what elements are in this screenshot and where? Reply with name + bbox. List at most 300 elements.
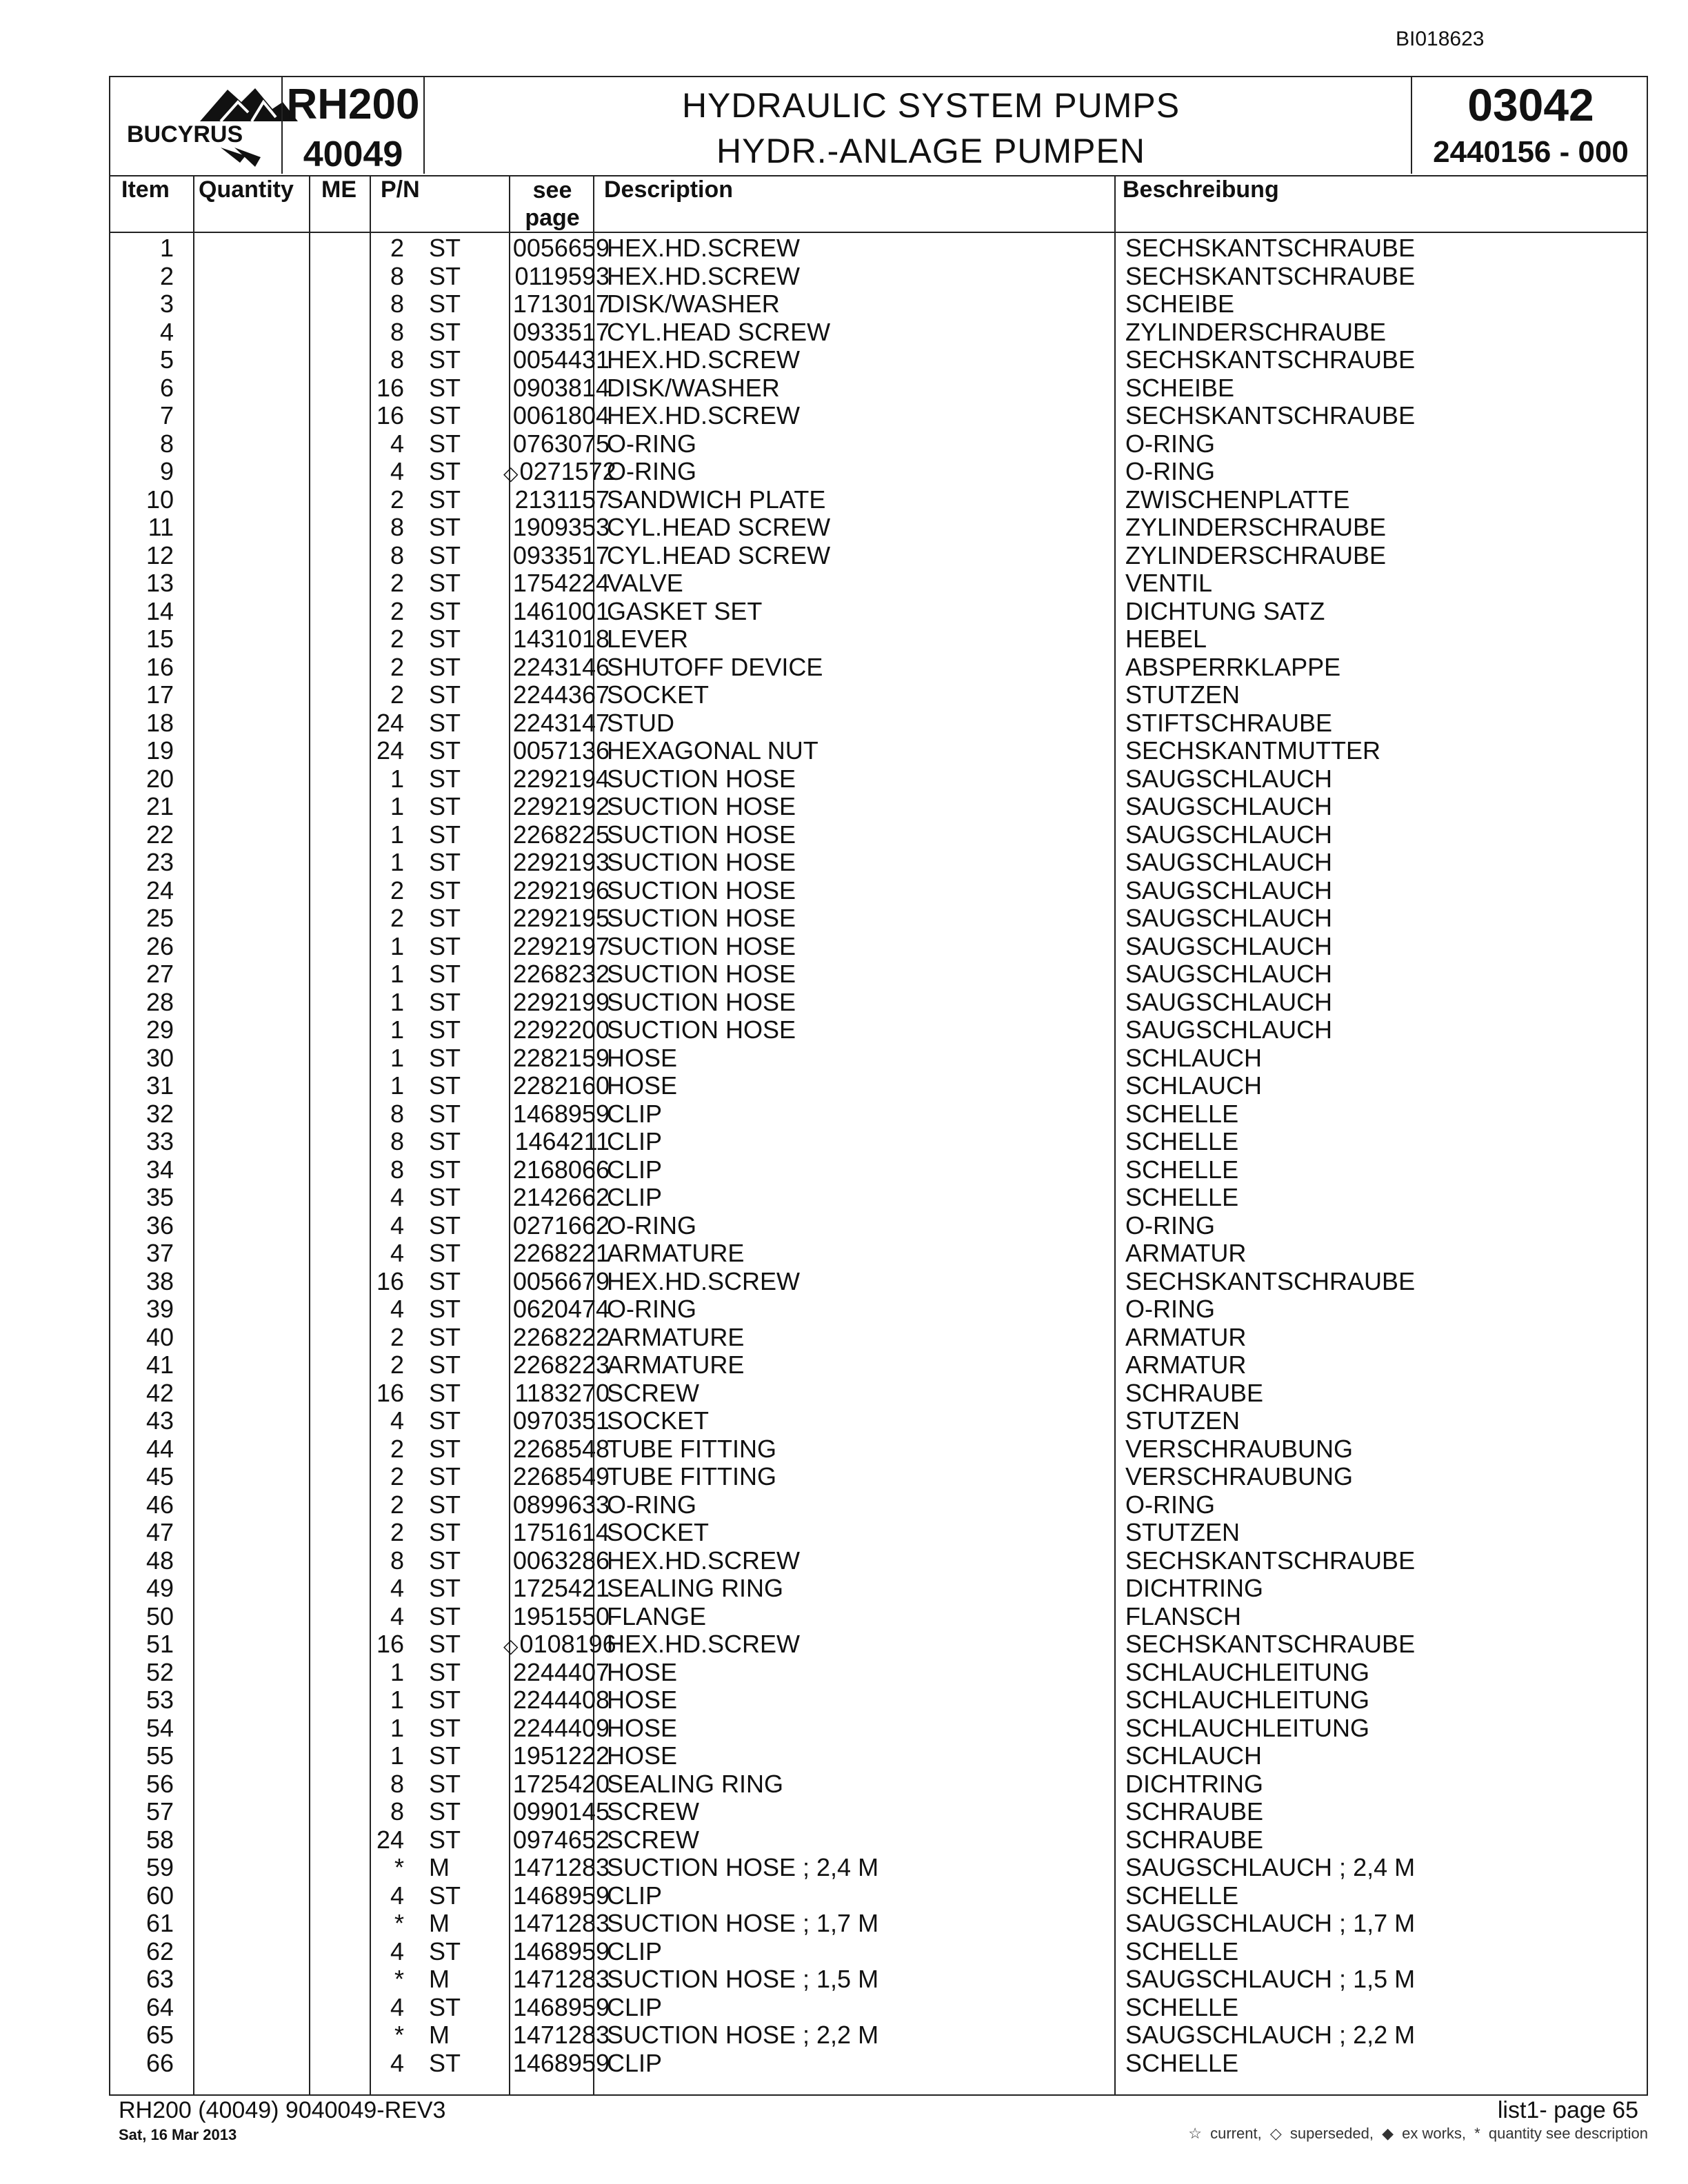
item-number: 4: [159, 317, 174, 346]
table-row: [110, 1686, 1647, 1715]
description-cell: CYL.HEAD SCREW: [607, 540, 831, 569]
beschreibung-cell: SCHLAUCHLEITUNG: [1125, 1657, 1370, 1686]
item-number: 36: [145, 1211, 174, 1240]
item-number: 54: [145, 1713, 174, 1742]
description-cell: HOSE: [607, 1686, 678, 1714]
description-cell: SCREW: [607, 1825, 699, 1854]
item-number: 66: [145, 2048, 174, 2077]
description-cell: O-RING: [607, 1211, 696, 1240]
diamond-outline-icon: ◇: [1269, 2125, 1282, 2142]
title-english: HYDRAULIC SYSTEM PUMPS: [681, 86, 1180, 125]
table-row: [110, 709, 1647, 738]
table-row: [110, 989, 1647, 1017]
item-number: 38: [145, 1266, 174, 1295]
description-cell: SOCKET: [607, 680, 710, 709]
legend-current: current,: [1210, 2125, 1262, 2142]
quantity-cell: 1: [390, 764, 404, 793]
beschreibung-cell: O-RING: [1125, 1295, 1215, 1323]
part-number-cell: 1461001: [512, 596, 610, 625]
table-row: [110, 1938, 1647, 1966]
description-cell: ARMATURE: [607, 1351, 745, 1379]
item-number: 59: [145, 1853, 174, 1881]
item-number: 15: [145, 625, 174, 653]
item-number: 50: [145, 1601, 174, 1630]
description-cell: CLIP: [607, 1099, 663, 1128]
beschreibung-cell: SCHELLE: [1125, 1155, 1239, 1184]
quantity-cell: 2: [390, 904, 404, 932]
table-row: [110, 318, 1647, 347]
description-cell: SUCTION HOSE: [607, 960, 796, 988]
item-number: 7: [159, 401, 174, 429]
table-row: [110, 234, 1647, 263]
beschreibung-cell: SECHSKANTSCHRAUBE: [1125, 1546, 1416, 1575]
part-number-cell: 0974652: [512, 1825, 610, 1854]
table-row: [110, 1882, 1647, 1910]
description-cell: DISK/WASHER: [607, 373, 780, 402]
table-row: [110, 1826, 1647, 1854]
item-number: 22: [145, 820, 174, 849]
table-row: [110, 2021, 1647, 2050]
beschreibung-cell: SCHELLE: [1125, 1881, 1239, 1910]
quantity-cell: 1: [390, 1015, 404, 1044]
quantity-cell: 2: [390, 1518, 404, 1546]
unit-cell: ST: [429, 736, 461, 765]
item-number: 30: [145, 1043, 174, 1072]
unit-cell: ST: [429, 1630, 461, 1658]
description-cell: SUCTION HOSE: [607, 848, 796, 876]
model-number: 40049: [303, 134, 403, 174]
part-number-cell: 2292193: [512, 848, 610, 876]
table-row: [110, 1407, 1647, 1435]
beschreibung-cell: SECHSKANTSCHRAUBE: [1125, 1266, 1416, 1295]
unit-cell: ST: [429, 876, 461, 904]
part-number-cell: 0899633: [512, 1490, 610, 1519]
part-number-cell: 2282159: [512, 1043, 610, 1072]
unit-cell: ST: [429, 2048, 461, 2077]
legend-superseded: superseded,: [1289, 2125, 1374, 2142]
table-row: [110, 1016, 1647, 1044]
unit-cell: ST: [429, 1295, 461, 1323]
parts-table-body: [110, 234, 1647, 2077]
unit-cell: ST: [429, 652, 461, 681]
beschreibung-cell: ZWISCHENPLATTE: [1125, 485, 1350, 514]
beschreibung-cell: ARMATUR: [1125, 1351, 1247, 1379]
description-cell: O-RING: [607, 429, 696, 458]
unit-cell: ST: [429, 401, 461, 429]
description-cell: HOSE: [607, 1713, 678, 1742]
table-row: [110, 1965, 1647, 1994]
beschreibung-cell: SCHLAUCHLEITUNG: [1125, 1713, 1370, 1742]
beschreibung-cell: SAUGSCHLAUCH ; 2,4 M: [1125, 1853, 1416, 1881]
part-number-cell: 2292199: [512, 987, 610, 1016]
description-cell: SCREW: [607, 1378, 699, 1407]
unit-cell: ST: [429, 708, 461, 737]
beschreibung-cell: SECHSKANTSCHRAUBE: [1125, 345, 1416, 374]
description-cell: GASKET SET: [607, 596, 763, 625]
description-cell: TUBE FITTING: [607, 1462, 776, 1490]
description-cell: SUCTION HOSE: [607, 904, 796, 932]
unit-cell: ST: [429, 1992, 461, 2021]
quantity-cell: 1: [390, 987, 404, 1016]
item-number: 8: [159, 429, 174, 458]
table-row: [110, 1659, 1647, 1687]
unit-cell: M: [429, 2021, 450, 2049]
part-number-cell: 1471283: [512, 1965, 610, 1993]
beschreibung-cell: SAUGSCHLAUCH: [1125, 904, 1333, 932]
unit-cell: ST: [429, 820, 461, 849]
table-row: [110, 654, 1647, 682]
unit-cell: ST: [429, 373, 461, 402]
description-cell: SEALING RING: [607, 1574, 784, 1602]
table-row: [110, 290, 1647, 318]
column-header-beschreibung: Beschreibung: [1123, 176, 1279, 203]
table-row: [110, 1128, 1647, 1156]
description-cell: SUCTION HOSE ; 1,5 M: [607, 1965, 879, 1993]
part-number-cell: 2292197: [512, 931, 610, 960]
description-cell: O-RING: [607, 1295, 696, 1323]
table-row: [110, 737, 1647, 765]
description-cell: HEXAGONAL NUT: [607, 736, 818, 765]
column-header-quantity: Quantity: [199, 176, 294, 203]
beschreibung-cell: SCHELLE: [1125, 1937, 1239, 1965]
part-number-cell: 0903814: [512, 373, 610, 402]
description-cell: HOSE: [607, 1071, 678, 1100]
table-row: [110, 765, 1647, 793]
quantity-cell: 2: [390, 569, 404, 597]
quantity-cell: 2: [390, 234, 404, 262]
unit-cell: ST: [429, 234, 461, 262]
legend-quantity: quantity see description: [1488, 2125, 1648, 2142]
part-number-cell: 2268223: [512, 1351, 610, 1379]
table-row: [110, 569, 1647, 598]
description-cell: CLIP: [607, 2048, 663, 2077]
part-number-cell: 1464211: [514, 1127, 610, 1155]
unit-cell: ST: [429, 904, 461, 932]
table-row: [110, 1715, 1647, 1743]
quantity-cell: 4: [390, 1295, 404, 1323]
superseded-marker-icon: ◇: [503, 1635, 519, 1657]
quantity-cell: 2: [390, 680, 404, 709]
part-number-cell: [503, 457, 616, 488]
description-cell: HEX.HD.SCREW: [607, 1266, 801, 1295]
unit-cell: ST: [429, 1351, 461, 1379]
quantity-cell: 2: [390, 876, 404, 904]
beschreibung-cell: SCHELLE: [1125, 1992, 1239, 2021]
beschreibung-cell: SCHLAUCH: [1125, 1071, 1263, 1100]
unit-cell: ST: [429, 1937, 461, 1965]
header-rule: [110, 232, 1647, 233]
description-cell: SEALING RING: [607, 1769, 784, 1798]
description-cell: CYL.HEAD SCREW: [607, 513, 831, 541]
beschreibung-cell: SAUGSCHLAUCH: [1125, 820, 1333, 849]
description-cell: STUD: [607, 708, 674, 737]
table-row: [110, 374, 1647, 403]
item-number: 41: [145, 1351, 174, 1379]
quantity-cell: 4: [390, 1211, 404, 1240]
description-cell: SUCTION HOSE ; 2,2 M: [607, 2021, 879, 2049]
table-row: [110, 821, 1647, 849]
table-row: [110, 681, 1647, 709]
description-cell: VALVE: [607, 569, 683, 597]
part-number-cell: 2268221: [512, 1239, 610, 1267]
svg-text:BUCYRUS: BUCYRUS: [127, 121, 243, 148]
item-number: 6: [159, 373, 174, 402]
part-number-cell: [503, 1630, 616, 1661]
title-german: HYDR.-ANLAGE PUMPEN: [716, 132, 1145, 170]
quantity-cell: 1: [390, 1686, 404, 1714]
column-header-item: Item: [121, 176, 170, 203]
beschreibung-cell: ARMATUR: [1125, 1322, 1247, 1351]
unit-cell: ST: [429, 1601, 461, 1630]
description-cell: FLANGE: [607, 1601, 707, 1630]
table-row: [110, 1072, 1647, 1100]
unit-cell: ST: [429, 680, 461, 709]
part-number-cell: 1471283: [512, 1853, 610, 1881]
description-cell: HEX.HD.SCREW: [607, 234, 801, 262]
quantity-cell: 1: [390, 1741, 404, 1770]
unit-cell: ST: [429, 569, 461, 597]
column-header-me: ME: [321, 176, 356, 203]
unit-cell: ST: [429, 1155, 461, 1184]
unit-cell: ST: [429, 1127, 461, 1155]
description-cell: SUCTION HOSE: [607, 1015, 796, 1044]
item-number: 21: [145, 792, 174, 820]
quantity-cell: 1: [390, 1071, 404, 1100]
unit-cell: ST: [429, 1769, 461, 1798]
table-row: [110, 1547, 1647, 1575]
part-number-cell: 1751614: [512, 1518, 610, 1546]
beschreibung-cell: O-RING: [1125, 1490, 1215, 1519]
beschreibung-cell: SCHLAUCH: [1125, 1043, 1263, 1072]
table-row: [110, 1379, 1647, 1408]
description-cell: CLIP: [607, 1183, 663, 1211]
item-number: 48: [145, 1546, 174, 1575]
item-number: 56: [145, 1769, 174, 1798]
beschreibung-cell: SCHEIBE: [1125, 290, 1235, 318]
quantity-cell: 8: [390, 345, 404, 374]
description-cell: HEX.HD.SCREW: [607, 261, 801, 290]
part-number-cell: 2268548: [512, 1434, 610, 1463]
divider: [281, 77, 283, 174]
description-cell: SANDWICH PLATE: [607, 485, 826, 514]
quantity-cell: 16: [376, 1378, 404, 1407]
beschreibung-cell: ARMATUR: [1125, 1239, 1247, 1267]
unit-cell: ST: [429, 1211, 461, 1240]
beschreibung-cell: SAUGSCHLAUCH ; 1,7 M: [1125, 1909, 1416, 1937]
item-number: 32: [145, 1099, 174, 1128]
table-row: [110, 598, 1647, 626]
quantity-cell: 16: [376, 373, 404, 402]
quantity-cell: 1: [390, 792, 404, 820]
unit-cell: ST: [429, 1043, 461, 1072]
table-row: [110, 904, 1647, 933]
table-row: [110, 1519, 1647, 1547]
part-number-cell: 1183270: [514, 1378, 610, 1407]
quantity-cell: 24: [376, 736, 404, 765]
beschreibung-cell: VERSCHRAUBUNG: [1125, 1462, 1354, 1490]
part-number-cell: 1468959: [512, 2048, 610, 2077]
quantity-cell: 24: [376, 1825, 404, 1854]
table-row: [110, 486, 1647, 514]
item-number: 52: [145, 1657, 174, 1686]
part-number-cell: 1725421: [512, 1574, 610, 1602]
unit-cell: ST: [429, 987, 461, 1016]
item-number: 23: [145, 848, 174, 876]
table-row: [110, 1463, 1647, 1491]
quantity-cell: 8: [390, 513, 404, 541]
description-cell: HEX.HD.SCREW: [607, 401, 801, 429]
part-number-cell: 0990145: [512, 1797, 610, 1826]
model-name: RH200: [286, 81, 420, 128]
part-number-cell: 2292194: [512, 764, 610, 793]
unit-cell: ST: [429, 345, 461, 374]
item-number: 25: [145, 904, 174, 932]
document-number: 03042: [1467, 79, 1594, 130]
description-cell: O-RING: [607, 457, 696, 485]
part-number-text: 0271572: [519, 457, 616, 485]
table-row: [110, 1184, 1647, 1212]
item-number: 3: [159, 290, 174, 318]
part-number-cell: 0763075: [512, 429, 610, 458]
quantity-cell: 2: [390, 625, 404, 653]
item-number: 11: [148, 513, 174, 541]
unit-cell: ST: [429, 485, 461, 514]
part-number-cell: 2168066: [512, 1155, 610, 1184]
beschreibung-cell: SECHSKANTSCHRAUBE: [1125, 234, 1416, 262]
item-number: 5: [159, 345, 174, 374]
table-row: [110, 625, 1647, 654]
item-number: 14: [145, 596, 174, 625]
quantity-cell: 4: [390, 1992, 404, 2021]
beschreibung-cell: SCHELLE: [1125, 2048, 1239, 2077]
beschreibung-cell: VERSCHRAUBUNG: [1125, 1434, 1354, 1463]
part-number-cell: 0056679: [512, 1266, 610, 1295]
part-number-cell: 2268549: [512, 1462, 610, 1490]
quantity-cell: 8: [390, 1769, 404, 1798]
beschreibung-cell: STUTZEN: [1125, 1518, 1240, 1546]
table-row: [110, 542, 1647, 570]
beschreibung-cell: SAUGSCHLAUCH: [1125, 876, 1333, 904]
unit-cell: ST: [429, 1462, 461, 1490]
unit-cell: ST: [429, 290, 461, 318]
part-number-cell: 0119593: [514, 261, 610, 290]
unit-cell: M: [429, 1853, 450, 1881]
column-header-see-page: see page: [525, 177, 580, 231]
unit-cell: ST: [429, 1518, 461, 1546]
item-number: 1: [159, 234, 174, 262]
description-cell: LEVER: [607, 625, 689, 653]
quantity-cell: 1: [390, 848, 404, 876]
part-number-cell: 2292192: [512, 792, 610, 820]
unit-cell: M: [429, 1965, 450, 1993]
beschreibung-cell: O-RING: [1125, 1211, 1215, 1240]
part-number-cell: 2244367: [512, 680, 610, 709]
unit-cell: ST: [429, 1378, 461, 1407]
unit-cell: ST: [429, 1322, 461, 1351]
item-number: 20: [145, 764, 174, 793]
part-number-cell: 0271662: [512, 1211, 610, 1240]
beschreibung-cell: SAUGSCHLAUCH ; 1,5 M: [1125, 1965, 1416, 1993]
legend-ex-works: ex works,: [1402, 2125, 1467, 2142]
item-number: 55: [145, 1741, 174, 1770]
part-number-cell: 2292196: [512, 876, 610, 904]
quantity-cell: 1: [390, 820, 404, 849]
table-row: [110, 1854, 1647, 1882]
quantity-cell: 8: [390, 317, 404, 346]
part-number-cell: 1468959: [512, 1992, 610, 2021]
item-number: 63: [145, 1965, 174, 1993]
part-number-cell: 1471283: [512, 1909, 610, 1937]
description-cell: SOCKET: [607, 1406, 710, 1435]
description-cell: SUCTION HOSE ; 2,4 M: [607, 1853, 879, 1881]
part-number-cell: 0063286: [512, 1546, 610, 1575]
quantity-cell: 2: [390, 1351, 404, 1379]
quantity-cell: *: [394, 1853, 404, 1881]
beschreibung-cell: SCHRAUBE: [1125, 1797, 1264, 1826]
beschreibung-cell: HEBEL: [1125, 625, 1207, 653]
table-row: [110, 430, 1647, 458]
unit-cell: ST: [429, 1071, 461, 1100]
part-number-text: 0108196: [519, 1630, 616, 1658]
table-row: [110, 1575, 1647, 1603]
quantity-cell: 4: [390, 1406, 404, 1435]
column-header-pn: P/N: [381, 176, 420, 203]
beschreibung-cell: SCHLAUCH: [1125, 1741, 1263, 1770]
beschreibung-cell: DICHTUNG SATZ: [1125, 596, 1325, 625]
quantity-cell: 8: [390, 261, 404, 290]
part-number-cell: 2244408: [512, 1686, 610, 1714]
item-number: 19: [145, 736, 174, 765]
description-cell: SUCTION HOSE ; 1,7 M: [607, 1909, 879, 1937]
beschreibung-cell: SAUGSCHLAUCH ; 2,2 M: [1125, 2021, 1416, 2049]
beschreibung-cell: STUTZEN: [1125, 1406, 1240, 1435]
quantity-cell: 4: [390, 1881, 404, 1910]
beschreibung-cell: SCHEIBE: [1125, 373, 1235, 402]
beschreibung-cell: SECHSKANTSCHRAUBE: [1125, 401, 1416, 429]
beschreibung-cell: O-RING: [1125, 429, 1215, 458]
description-cell: SUCTION HOSE: [607, 820, 796, 849]
quantity-cell: 1: [390, 1657, 404, 1686]
description-cell: HEX.HD.SCREW: [607, 345, 801, 374]
superseded-marker-icon: ◇: [503, 463, 519, 484]
quantity-cell: 2: [390, 1322, 404, 1351]
part-number-cell: 0933517: [512, 540, 610, 569]
description-cell: CLIP: [607, 1127, 663, 1155]
footer-page: list1- page 65: [1497, 2097, 1638, 2123]
unit-cell: ST: [429, 540, 461, 569]
unit-cell: ST: [429, 1797, 461, 1826]
description-cell: HOSE: [607, 1043, 678, 1072]
title-block: [110, 77, 1647, 176]
item-number: 47: [145, 1518, 174, 1546]
beschreibung-cell: SAUGSCHLAUCH: [1125, 931, 1333, 960]
unit-cell: ST: [429, 1490, 461, 1519]
beschreibung-cell: SAUGSCHLAUCH: [1125, 792, 1333, 820]
description-cell: SUCTION HOSE: [607, 987, 796, 1016]
description-cell: SCREW: [607, 1797, 699, 1826]
table-row: [110, 960, 1647, 989]
item-number: 40: [145, 1322, 174, 1351]
quantity-cell: 2: [390, 1490, 404, 1519]
quantity-cell: 8: [390, 1099, 404, 1128]
quantity-cell: 4: [390, 1601, 404, 1630]
item-number: 61: [145, 1909, 174, 1937]
item-number: 10: [145, 485, 174, 514]
document-reference: BI018623: [1396, 28, 1485, 50]
item-number: 58: [145, 1825, 174, 1854]
unit-cell: ST: [429, 317, 461, 346]
unit-cell: ST: [429, 513, 461, 541]
